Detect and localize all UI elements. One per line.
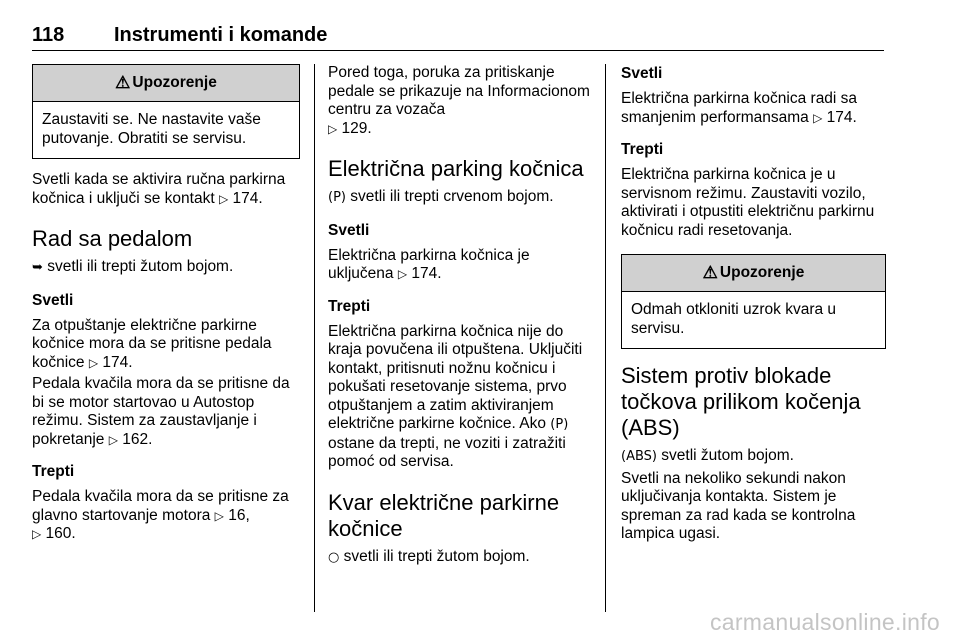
subheading: Svetli	[32, 291, 74, 309]
brake-fault-indicator-icon: ○	[328, 549, 340, 565]
page-ref: 162.	[122, 430, 153, 448]
parking-brake-indicator-icon: (P)	[550, 417, 569, 432]
indicator-line	[32, 258, 300, 278]
paragraph	[328, 247, 596, 284]
warning-title: Upozorenje	[719, 264, 805, 281]
paragraph	[32, 317, 300, 373]
subheading: Trepti	[621, 141, 664, 158]
pedal-indicator-icon: ➥	[32, 260, 43, 275]
warning-header	[33, 65, 299, 102]
indicator-line	[621, 447, 886, 467]
indicator-line	[328, 548, 596, 568]
indicator-line	[328, 188, 596, 208]
page-ref-icon: ▷	[813, 110, 823, 125]
page-ref-icon: ▷	[88, 355, 99, 370]
parking-brake-indicator-icon: (P)	[328, 190, 346, 205]
page-ref: 160.	[45, 525, 76, 542]
page-number: 118	[32, 24, 65, 46]
page-ref-icon: ▷	[328, 121, 338, 136]
warning-icon: ⚠	[115, 73, 131, 92]
warning-box	[32, 64, 300, 159]
warning-text: Odmah otkloniti uzrok kvara u servisu.	[631, 301, 837, 337]
paragraph-text: Električna parkirna kočnica nije do kraja povučena ili otpuštena. Uključiti kontakt, pritisnuti nožnu kočnicu i pokušati resetovanje sistema, prvo otpuštanjem a zatim aktiviranjem električne parkirne kočnice. Ako	[328, 322, 583, 432]
section-heading: Rad sa pedalom	[32, 226, 193, 251]
page-ref-icon: ▷	[32, 527, 42, 541]
indicator-text: svetli ili trepti žutom bojom.	[47, 258, 234, 275]
subheading: Svetli	[328, 221, 370, 239]
paragraph-text: Svetli kada se aktivira ručna parkirna kočnica i uključi se kontakt	[32, 171, 286, 207]
paragraph-text: Električna parkirna kočnica radi sa smanjenim performansama	[621, 90, 858, 126]
paragraph-text: Pedala kvačila mora da se pritisne za glavno startovanje motora	[32, 488, 289, 524]
paragraph	[32, 488, 300, 544]
column-divider-1	[314, 64, 315, 612]
paragraph	[32, 375, 300, 449]
column-2	[328, 64, 596, 567]
page-ref-icon: ▷	[214, 508, 224, 523]
warning-icon: ⚠	[702, 263, 718, 282]
page-header	[32, 24, 884, 51]
paragraph	[328, 64, 596, 138]
section-heading: Sistem protiv blokade točkova prilikom kočenja (ABS)	[621, 363, 861, 440]
indicator-text: svetli ili trepti crvenom bojom.	[350, 188, 554, 205]
indicator-text: svetli žutom bojom.	[661, 447, 794, 464]
paragraph-text: Pedala kvačila mora da se pritisne da bi se motor startovao u Autostop režimu. Sistem za zaustavljanje i pokretanje	[32, 375, 290, 448]
paragraph	[32, 171, 300, 208]
column-3	[621, 64, 886, 544]
watermark: carmanualsonline.info	[709, 609, 940, 635]
abs-indicator-icon: (ABS)	[621, 449, 657, 464]
paragraph: Svetli na nekoliko sekundi nakon uključivanja kontakta. Sistem je spreman za rad kada se kontrolna lampica ugasi.	[621, 469, 856, 542]
section-heading: Električna parking kočnica	[328, 156, 584, 181]
indicator-text: svetli ili trepti žutom bojom.	[343, 547, 530, 565]
section-heading: Kvar električne parkirne kočnice	[328, 489, 560, 541]
page-ref-icon: ▷	[218, 191, 229, 206]
paragraph-text: Električna parkirna kočnica je uključena	[328, 246, 530, 282]
paragraph: Električna parkirna kočnica je u servisnom režimu. Zaustaviti vozilo, aktivirati i otpustiti električnu parkirnu kočnicu radi resetovanja.	[621, 166, 875, 239]
paragraph-text: Za otpuštanje električne parkirne kočnice mora da se pritisne pedala kočnice	[32, 316, 272, 371]
warning-title: Upozorenje	[132, 74, 217, 91]
paragraph	[328, 323, 596, 472]
page-title: Instrumenti i komande	[114, 24, 328, 46]
page-ref: 174.	[232, 189, 263, 207]
subheading: Svetli	[621, 65, 663, 82]
page-ref-icon: ▷	[397, 267, 408, 281]
paragraph-text: Pored toga, poruka za pritiskanje pedale se prikazuje na Informacionom centru za vozača	[328, 64, 590, 118]
warning-header	[622, 255, 885, 292]
column-divider-2	[605, 64, 606, 612]
paragraph	[621, 90, 886, 127]
page-ref: 174.	[411, 265, 442, 282]
paragraph-text: ostane da trepti, ne voziti i zatražiti pomoć od servisa.	[328, 434, 566, 470]
page-ref: 129.	[341, 119, 372, 137]
page-ref-icon: ▷	[108, 432, 118, 447]
page-ref: 174.	[102, 353, 133, 371]
page-ref: 16,	[228, 506, 250, 524]
page-ref: 174.	[826, 108, 857, 126]
subheading: Trepti	[32, 463, 75, 480]
subheading: Trepti	[328, 297, 371, 315]
warning-box	[621, 254, 886, 349]
warning-text: Zaustaviti se. Ne nastavite vaše putovanje. Obratiti se servisu.	[42, 111, 261, 147]
column-1	[32, 64, 300, 544]
